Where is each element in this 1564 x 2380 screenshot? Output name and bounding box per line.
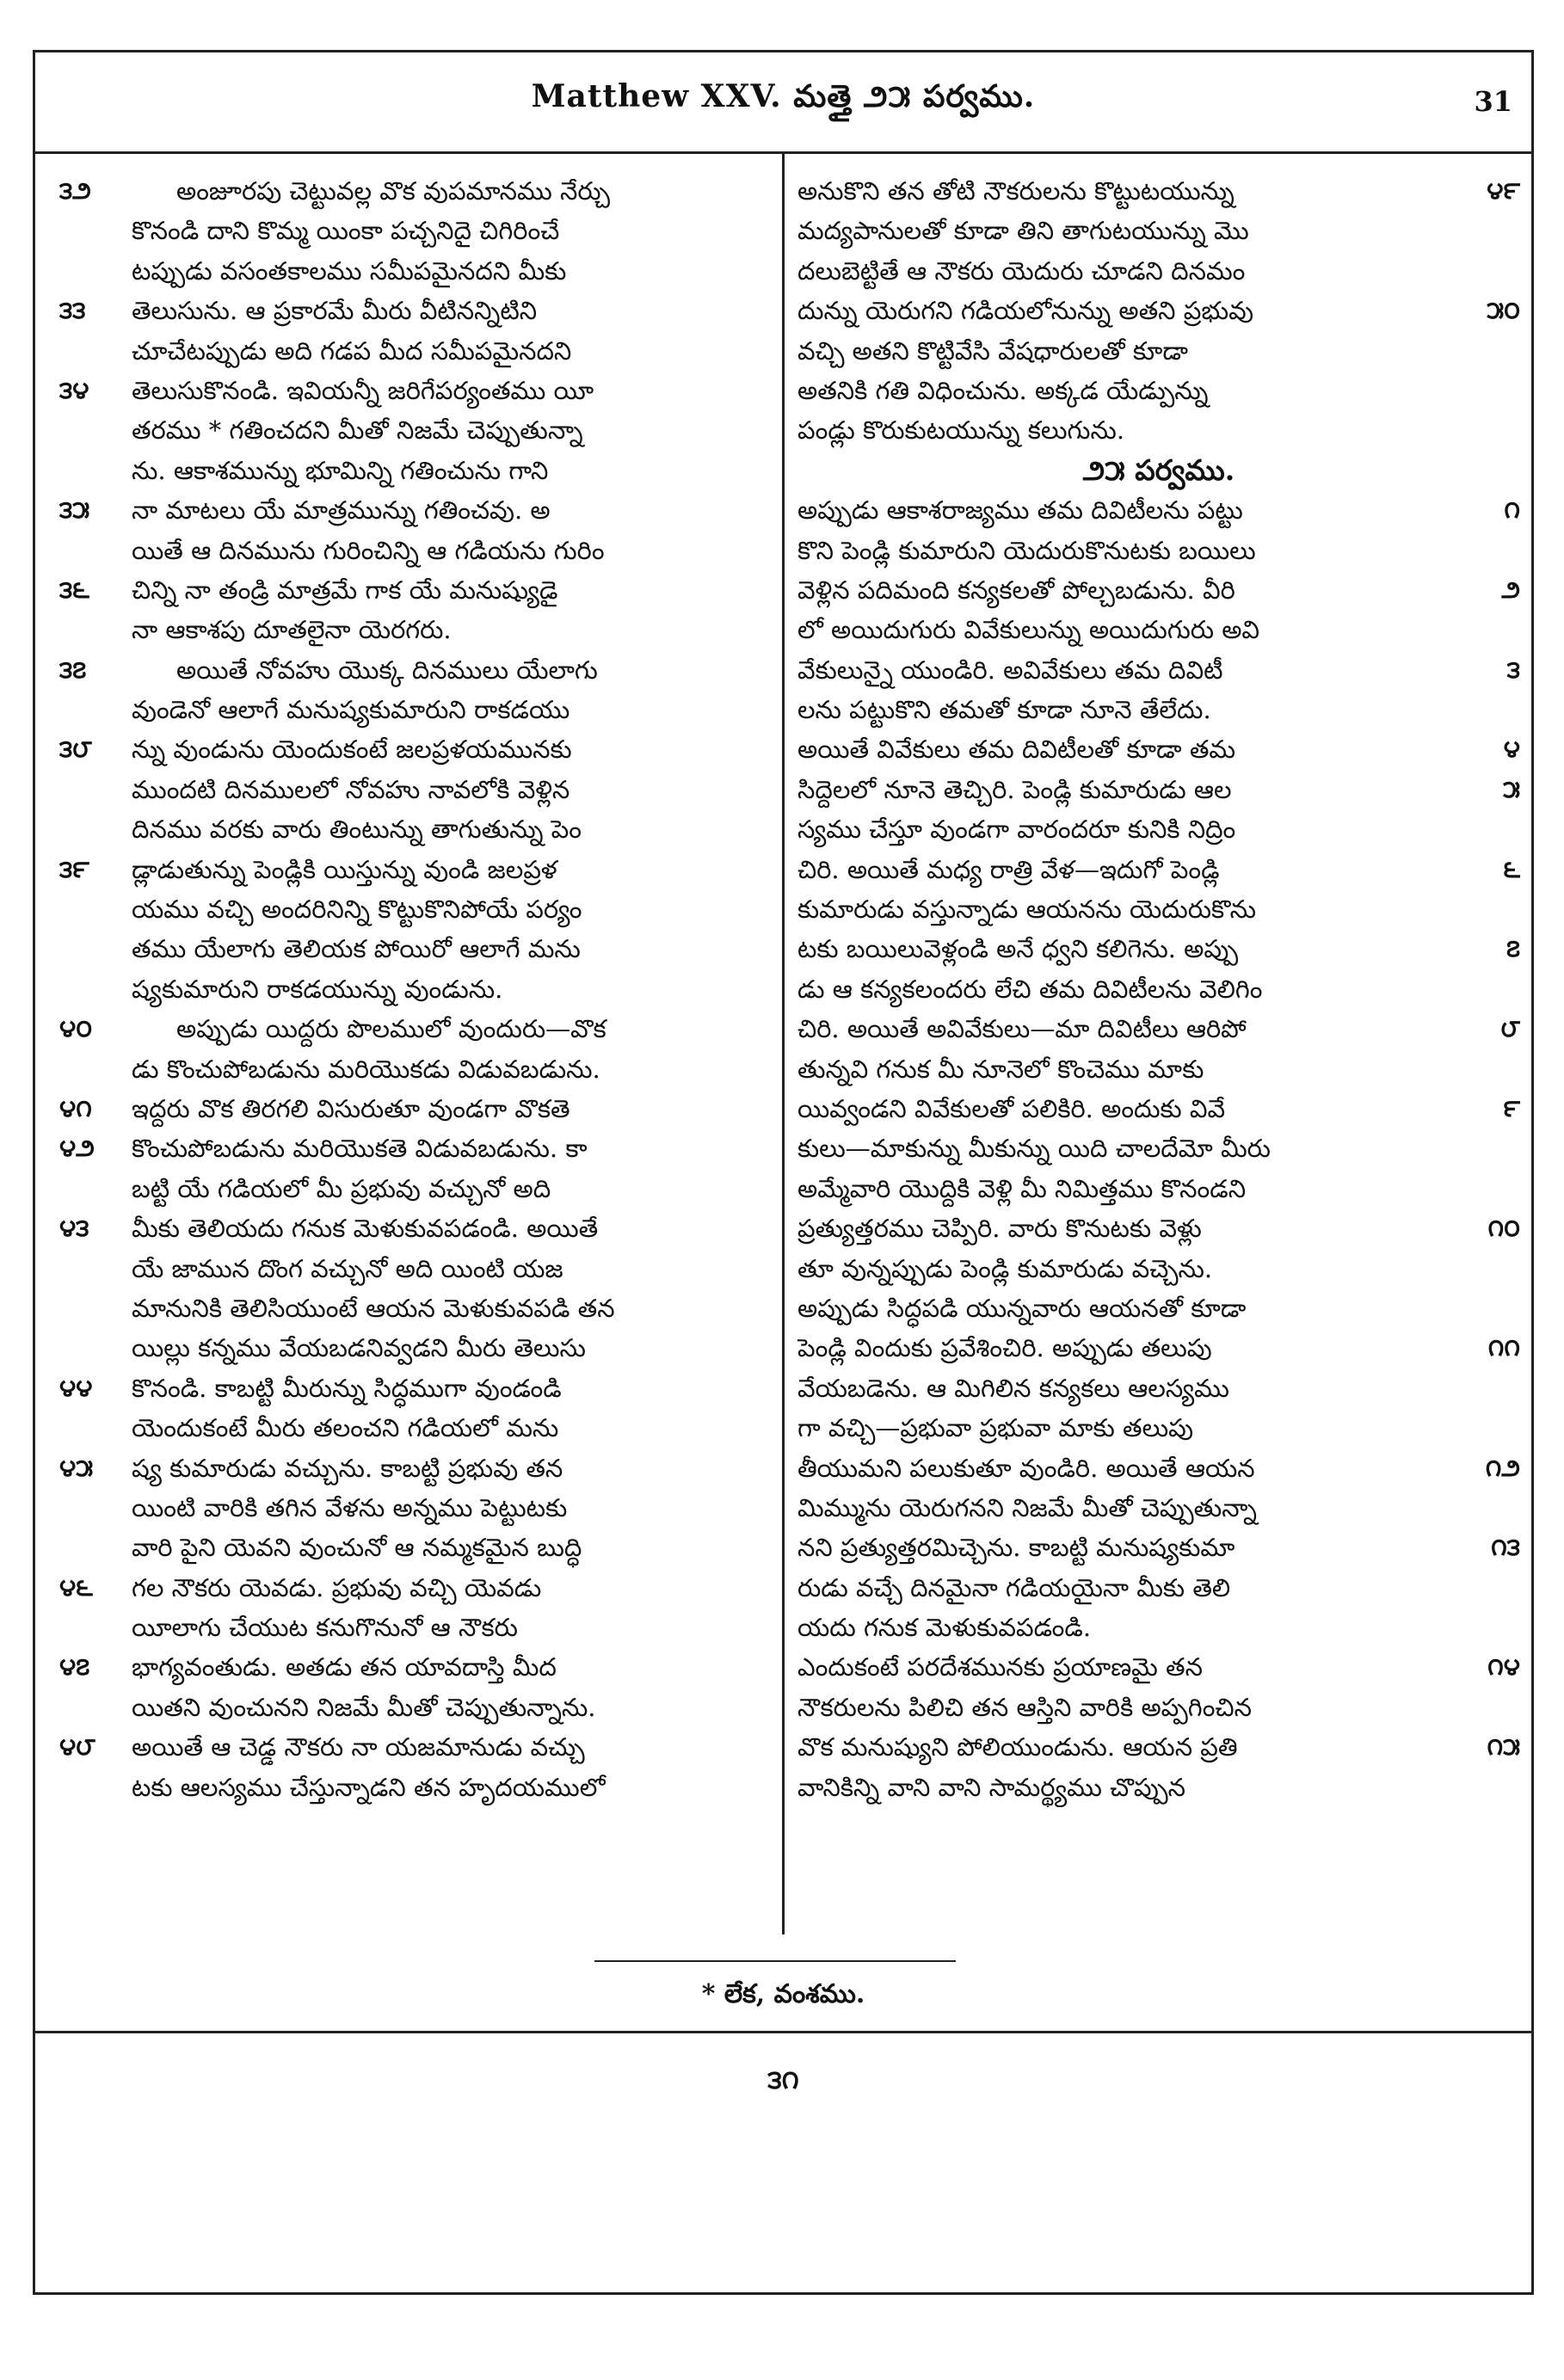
line-text: వెళ్లిన పదిమంది కన్యకలతో పోల్చబడును. వీరి [797,575,1235,605]
text-line [797,1328,1520,1368]
verse-number: ౧౩ [1491,1533,1520,1562]
line-text: వేయబడెను. ఆ మిగిలిన కన్యకలు ఆలస్యము [797,1373,1229,1403]
verse-number: ౩ [1506,655,1520,684]
line-text: అయితే ఆ చెడ్డ నౌకరు నా యజమానుడు వచ్చు [132,1732,585,1762]
line-text: సిద్దెలలో నూనె తెచ్చిరి. పెండ్లి కుమారుడు ఆల [797,774,1232,804]
text-line [49,1288,770,1328]
left-column [49,171,770,1926]
text-line [49,251,770,291]
text-line [797,1368,1520,1408]
text-line [797,610,1520,649]
line-text: కుమారుడు వస్తున్నాడు ఆయనను యెదురుకొను [797,895,1257,925]
text-line [797,1727,1520,1767]
text-line [49,1688,770,1727]
verse-number: ౬ [1503,854,1520,883]
text-line [49,1328,770,1368]
text-line [49,1208,770,1248]
line-text: అయితే నోవహు యొక్క దినములు యేలాగు [176,655,598,685]
text-line [797,1129,1520,1168]
text-line [49,1568,770,1608]
line-text: చూచేటప్పుడు అది గడప మీద సమీపమైనదని [132,335,572,366]
line-text: పండ్లు కొరుకుటయున్ను కలుగును. [797,415,1125,446]
text-line [49,969,770,1009]
text-line [49,1488,770,1528]
text-line [797,929,1520,969]
line-text: కొంచుపోబడును మరియొకతె విడువబడును. కా [132,1134,588,1164]
verse-number: ౩౨ [59,176,91,205]
text-line [49,291,770,330]
line-text: అప్పుడు యిద్దరు పొలములో వుందురు—వొక [176,1014,607,1044]
printer-signature: ౩౧ [767,2065,799,2095]
verse-number: ౪౪ [59,1373,93,1402]
verse-number: ౩౬ [59,575,89,604]
line-text: ఇద్దరు వొక తిరగలి విసురుతూ వుండగా వొకతె [132,1093,570,1123]
line-text: నా మాటలు యే మాత్రమున్ను గతించవు. అ [132,495,551,526]
line-text: తెలుసును. ఆ ప్రకారమే మీరు వీటినన్నిటిని [132,296,538,326]
line-text: తెలుసుకొనండి. ఇవియన్నీ జరిగేపర్యంతము యీ [132,375,594,405]
running-header [35,52,1531,154]
line-text: నౌకరులను పిలిచి తన ఆస్తిని వారికి అప్పగించిన [797,1692,1252,1722]
line-text: వొక మనుష్యుని పోలియుండును. ఆయన ప్రతి [797,1732,1238,1762]
text-line [797,1249,1520,1288]
line-text: యితని వుంచునని నిజమే మీతో చెప్పుతున్నాను. [132,1692,596,1722]
verse-number: ౨ [1501,575,1520,604]
header-title: Matthew XXV. మత్తై ౨౫ పర్వము. [531,78,1036,114]
line-text: మద్యపానులతో కూడా తిని తాగుటయున్ను మొ [797,216,1249,246]
text-line [49,1768,770,1807]
verse-number: ౩౩ [59,296,86,325]
line-text: టకు బయిలువెళ్లండి అనే ధ్వని కలిగెను. అప్పు [797,934,1239,964]
verse-number: ౫౦ [1487,296,1520,325]
text-line [49,729,770,769]
line-text: యిల్లు కన్నము వేయబడనివ్వడని మీరు తెలుసు [132,1333,586,1363]
verse-number: ౪౨ [59,1134,95,1163]
line-text: భాగ్యవంతుడు. అతడు తన యావదాస్తి మీద [132,1652,557,1682]
line-text: తూ వున్నప్పుడు పెండ్లి కుమారుడు వచ్చెను. [797,1253,1213,1283]
text-line [49,1408,770,1448]
text-line [797,969,1520,1009]
line-text: కొనండి. కాబట్టి మీరున్ను సిద్ధముగా వుండండి [132,1373,562,1403]
text-line [797,410,1520,450]
text-line [49,770,770,809]
text-line [49,410,770,450]
text-line [797,1608,1520,1647]
verse-number: ౧ [1504,495,1520,525]
text-line [49,889,770,929]
line-text: చిరి. అయితే అవివేకులు—మా దివిటీలు ఆరిపో [797,1014,1247,1044]
text-line [797,1568,1520,1608]
text-line [49,1009,770,1049]
line-text: నా ఆకాశపు దూతలైనా యెరగరు. [132,615,452,645]
line-text: మానునికి తెలిసియుంటే ఆయన మెళుకువపడి తన [132,1293,615,1323]
page-number: 31 [1474,85,1512,118]
line-text: రుడు వచ్చే దినమైనా గడియయైనా మీకు తెలి [797,1572,1231,1602]
line-text: తీయుమని పలుకుతూ వుండిరి. అయితే ఆయన [797,1453,1255,1483]
line-text: యివ్వండని వివేకులతో పలికిరి. అందుకు వివే [797,1093,1226,1123]
line-text: యింటి వారికి తగిన వేళను అన్నము పెట్టుటకు [132,1492,568,1522]
line-text: డు కొంచుపోబడును మరియొకడు విడువబడును. [132,1054,600,1084]
text-line [49,1049,770,1089]
text-line [797,850,1520,889]
text-line [797,211,1520,250]
verse-number: ౪౩ [59,1214,89,1243]
text-line [49,531,770,570]
verse-number: ౪౯ [1487,176,1520,205]
line-text: తున్నవి గనుక మీ నూనెలో కొంచెము మాకు [797,1054,1204,1084]
line-text: వచ్చి అతని కొట్టివేసి వేషధారులతో కూడా [797,335,1188,366]
line-text: అప్పుడు ఆకాశరాజ్యము తమ దివిటీలను పట్టు [797,495,1243,526]
verse-number: ౧౧ [1487,1333,1520,1362]
column-divider [782,154,785,1934]
line-text: టప్పుడు వసంతకాలము సమీపమైనదని మీకు [132,255,567,286]
text-line [49,1129,770,1168]
line-text: ఎందుకంటే పరదేశమునకు ప్రయాణమై తన [797,1652,1203,1682]
text-line [797,1089,1520,1129]
text-line [797,1688,1520,1727]
line-text: యము వచ్చి అందరినిన్ని కొట్టుకొనిపోయే పర్యం [132,895,582,925]
verse-number: ౧౪ [1487,1652,1520,1682]
text-line [797,490,1520,530]
page-frame [33,50,1534,2295]
text-line [49,1528,770,1567]
verse-number: ౪౫ [59,1453,94,1482]
text-line [49,809,770,849]
line-text: అప్పుడు సిద్ధపడి యున్నవారు ఆయనతో కూడా [797,1293,1247,1323]
text-line [49,211,770,250]
line-text: ష్యకుమారుని రాకడయున్ను వుండును. [132,974,503,1004]
text-line [797,1528,1520,1567]
line-text: ను. ఆకాశమున్ను భూమిన్ని గతించును గాని [132,455,549,485]
text-line [797,1208,1520,1248]
line-text: యదు గనుక మెళుకువపడండి. [797,1613,1092,1643]
text-line [797,1408,1520,1448]
line-text: ౨౫ పర్వము. [1082,452,1235,487]
text-line [797,770,1520,809]
line-text: కొనండి దాని కొమ్మ యింకా పచ్చనిదై చిగిరించే [132,216,560,246]
line-text: యీలాగు చేయుట కనుగొనునో ఆ నౌకరు [132,1613,518,1643]
text-line [797,1288,1520,1328]
verse-number: ౩౮ [59,735,92,764]
text-line [797,1049,1520,1089]
verse-number: ౩౫ [59,495,90,525]
line-text: డ్లాడుతున్ను పెండ్లికి యిస్తున్ను వుండి జలప్రళ [132,854,557,884]
verse-number: ౪౦ [59,1014,93,1043]
line-text: వానికిన్ని వాని వాని సామర్థ్యము చొప్పున [797,1772,1185,1802]
text-line [797,291,1520,330]
text-line [49,1647,770,1687]
line-text: పెండ్లి విందుకు ప్రవేశించిరి. అప్పుడు తలుపు [797,1333,1212,1363]
text-line [49,331,770,371]
text-line [797,331,1520,371]
text-line [49,1727,770,1767]
text-line [797,889,1520,929]
line-text: వారి పైని యెవని వుంచునో ఆ నమ్మకమైన బుద్ధి [132,1533,582,1563]
line-text: న్ను వుండును యెందుకంటే జలప్రళయమునకు [132,735,572,765]
line-text: ప్రత్యుత్తరము చెప్పిరి. వారు కొనుటకు వెళ్లు [797,1214,1202,1244]
verse-number: ౪౭ [59,1652,90,1682]
right-column [797,171,1520,1926]
text-line [797,1169,1520,1208]
line-text: అతనికి గతి విధించును. అక్కడ యేడ్పున్ను [797,375,1209,405]
line-text: చిరి. అయితే మధ్య రాత్రి వేళ—ఇదుగో పెండ్లి [797,854,1220,884]
text-line [797,809,1520,849]
line-text: దున్ను యెరుగని గడియలోనున్ను అతని ప్రభువు [797,296,1254,326]
verse-number: ౩౯ [59,854,89,883]
text-line [49,1169,770,1208]
line-text: అనుకొని తన తోటి నౌకరులను కొట్టుటయున్ను [797,176,1235,206]
text-line [49,171,770,211]
verse-number: ౭ [1506,934,1520,963]
text-line [49,929,770,969]
bottom-rule [35,2031,1531,2033]
text-line [797,1448,1520,1488]
line-text: అయితే వివేకులు తమ దివిటీలతో కూడా తమ [797,735,1236,765]
line-text: వేకులున్నై యుండిరి. అవివేకులు తమ దివిటీ [797,655,1223,685]
line-text: లను పట్టుకొని తమతో కూడా నూనె తేలేదు. [797,695,1211,725]
line-text: కొని పెండ్లి కుమారుని యెదురుకొనుటకు బయిలు [797,535,1256,565]
text-line [797,531,1520,570]
text-line [49,650,770,690]
verse-number: ౪౬ [59,1572,93,1602]
verse-number: ౮ [1500,1014,1520,1043]
line-text: దినము వరకు వారు తింటున్ను తాగుతున్ను పెం [132,815,582,845]
line-text: కులు—మాకున్ను మీకున్ను యిది చాలదేమో మీరు [797,1134,1271,1164]
text-line [49,1448,770,1488]
text-line [797,690,1520,729]
text-line [797,570,1520,610]
line-text: వుండెనో ఆలాగే మనుష్యకుమారుని రాకడయు [132,695,570,725]
text-line [49,570,770,610]
section-heading [797,451,1520,490]
verse-number: ౫ [1503,774,1520,803]
line-text: లో అయిదుగురు వివేకులున్ను అయిదుగురు అవి [797,615,1260,645]
line-text: తరము * గతించదని మీతో నిజమే చెప్పుతున్నా [132,415,583,446]
text-line [797,1768,1520,1807]
verse-number: ౩౭ [59,655,87,684]
verse-number: ౧౦ [1487,1214,1520,1243]
text-line [797,729,1520,769]
line-text: యెందుకంటే మీరు తలంచని గడియలో మను [132,1413,559,1443]
line-text: బట్టి యే గడియలో మీ ప్రభువు వచ్చునో అది [132,1173,551,1203]
text-line [49,610,770,649]
verse-number: ౪ [1503,735,1520,764]
verse-number: ౪౮ [59,1732,95,1762]
line-text: అమ్మేవారి యొద్దికి వెళ్లి మీ నిమిత్తము కొనండని [797,1173,1247,1203]
verse-number: ౧౫ [1487,1732,1520,1762]
text-line [797,171,1520,211]
line-text: ష్య కుమారుడు వచ్చును. కాబట్టి ప్రభువు తన [132,1453,563,1483]
text-line [49,690,770,729]
line-text: స్యము చేస్తూ వుండగా వారందరూ కునికి నిద్రిం [797,815,1236,845]
line-text: మిమ్మును యెరుగనని నిజమే మీతో చెప్పుతున్నా [797,1492,1257,1522]
line-text: అంజూరపు చెట్టువల్ల వొక వుపమానము నేర్చు [176,176,611,206]
text-line [49,451,770,490]
text-line [49,1089,770,1129]
text-line [797,1488,1520,1528]
text-line [49,490,770,530]
verse-number: ౪౧ [59,1093,92,1122]
text-line [49,1249,770,1288]
verse-number: ౩౪ [59,375,89,404]
text-line [49,1368,770,1408]
text-line [797,650,1520,690]
text-line [797,1009,1520,1049]
text-line [49,850,770,889]
line-text: చిన్ని నా తండ్రి మాత్రమే గాక యే మనుష్యుడై [132,575,558,605]
line-text: డు ఆ కన్యకలందరు లేచి తమ దివిటీలను వెలిగిం [797,974,1263,1004]
text-line [797,251,1520,291]
text-line [49,371,770,410]
line-text: యే జామున దొంగ వచ్చునో అది యింటి యజ [132,1253,563,1283]
line-text: నని ప్రత్యుత్తరమిచ్చెను. కాబట్టి మనుష్యకుమా [797,1533,1235,1563]
line-text: దలుబెట్టితే ఆ నౌకరు యెదురు చూడని దినమం [797,255,1246,286]
text-line [49,1608,770,1647]
line-text: యితే ఆ దినమును గురించిన్ని ఆ గడియను గురిం [132,535,605,565]
verse-number: ౯ [1503,1093,1520,1122]
line-text: గా వచ్చి—ప్రభువా ప్రభువా మాకు తలుపు [797,1413,1194,1443]
line-text: తము యేలాగు తెలియక పోయిరో ఆలాగే మను [132,934,581,964]
footnote: * లేక, వంశము. [701,1979,865,2009]
footnote-rule [594,1960,956,1962]
verse-number: ౧౨ [1485,1453,1520,1482]
line-text: ముందటి దినములలో నోవహు నావలోకి వెళ్లిన [132,774,570,804]
text-line [797,1647,1520,1687]
line-text: మీకు తెలియదు గనుక మెళుకువపడండి. అయితే [132,1214,599,1244]
line-text: గల నౌకరు యెవడు. ప్రభువు వచ్చి యెవడు [132,1572,542,1602]
line-text: టకు ఆలస్యము చేస్తున్నాడని తన హృదయములో [132,1772,606,1802]
text-line [797,371,1520,410]
